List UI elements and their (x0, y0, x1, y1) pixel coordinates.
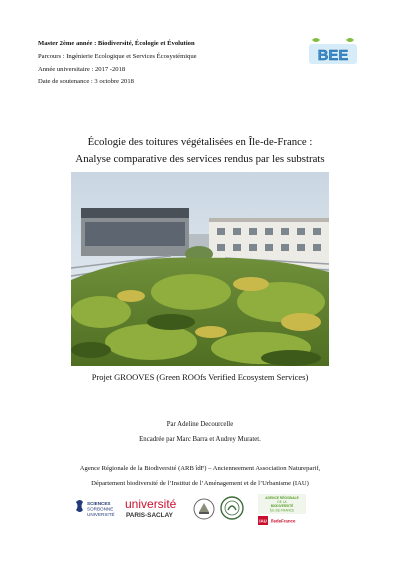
bee-logo-text: BEE (317, 47, 349, 64)
agency-line-1: Agence Régionale de la Biodiversité (ARB îdF) – Ancienneement Association Natureparif, (79, 465, 321, 472)
author-block (0, 417, 400, 447)
laurel-seal-logo (220, 496, 244, 520)
sorbonne-text-2: SORBONNE (87, 506, 114, 512)
right-building-cornice (209, 218, 329, 222)
left-building-roof (81, 208, 189, 218)
left-building-windows (85, 222, 185, 246)
defense-date-line: Date de soutenance : 3 octobre 2018 (38, 78, 134, 86)
header-block (38, 38, 298, 89)
year-line: Année universitaire : 2017 -2018 (38, 65, 126, 73)
arb-idf-logo (258, 494, 306, 526)
seal-1-base (199, 512, 209, 514)
green-roof-photo (71, 172, 329, 366)
project-name: Projet GROOVES (Green ROOfs Verified Ecosystem Services) (91, 372, 309, 382)
sorbonne-logo (74, 498, 120, 520)
bee-logo-leaf (312, 38, 320, 42)
agency-block (0, 461, 400, 491)
saclay-text-1: université (125, 497, 177, 511)
arb-text-3: BIODIVERSITÉ (270, 504, 294, 508)
title-line-1: Écologie des toitures végétalisées en Île-de-France : (87, 136, 313, 148)
title-line-2: Analyse comparative des services rendus par les substrats (75, 153, 325, 165)
bee-logo (306, 36, 360, 70)
paris-saclay-logo (124, 496, 190, 520)
arb-text-1: AGENCE RÉGIONALE (265, 496, 299, 500)
supervisors: Encadrée par Marc Barra et Audrey Muratet. (139, 436, 261, 443)
arb-text-4: ÎLE-DE-FRANCE (269, 508, 295, 513)
sorbonne-text-1: SCIENCES (87, 501, 111, 506)
author: Par Adeline Decourcelle (166, 421, 234, 428)
circular-seal-logo (193, 498, 215, 520)
sorbonne-mark (76, 500, 83, 512)
bee-logo-leaf-2 (346, 38, 354, 42)
arb-text-2: DE LA (277, 500, 287, 504)
iau-text: IAU (259, 518, 267, 524)
thesis-title (0, 134, 400, 168)
agency-line-2: Département biodiversité de l’Institut de l’Aménagement et de l’Urbanisme (IAU) (91, 480, 309, 487)
seal-2-ring (221, 497, 243, 519)
region-text: îledeFrance (271, 518, 296, 524)
track-line: Parcours : Ingénierie Ecologique et Services Écosystémique (38, 52, 197, 60)
partner-logos (72, 494, 330, 526)
sorbonne-text-3: UNIVERSITÉ (87, 512, 115, 517)
program-line: Master 2ème année : Biodiversité, Écologie et Évolution (38, 40, 195, 47)
saclay-text-2: PARIS-SACLAY (126, 512, 173, 519)
